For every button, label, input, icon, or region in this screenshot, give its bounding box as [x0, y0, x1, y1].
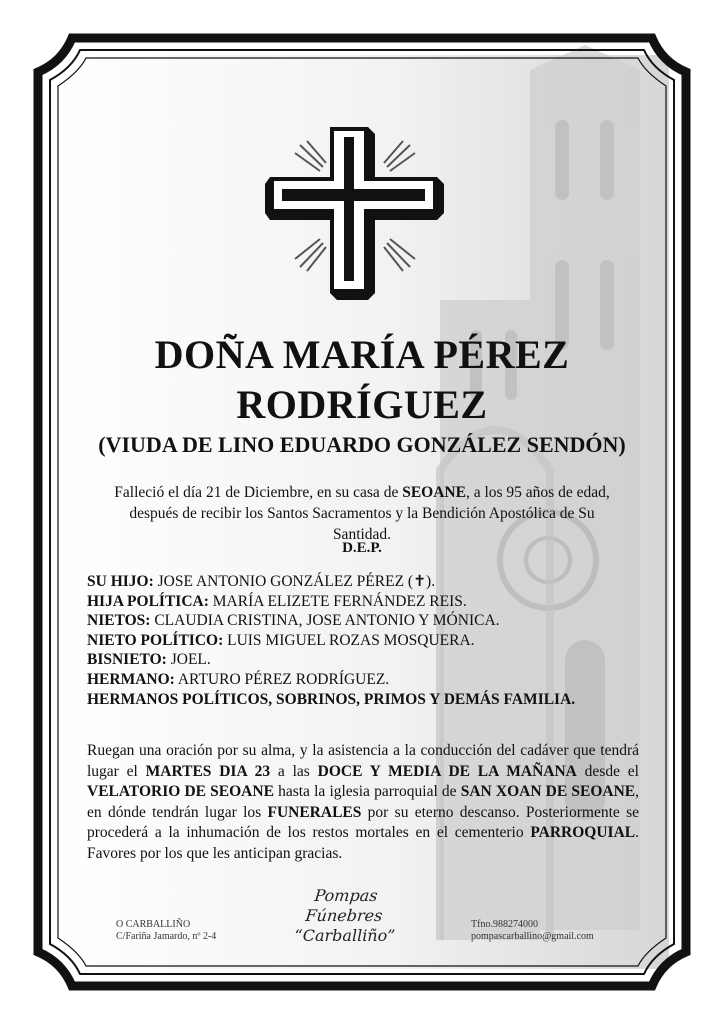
notice-date: MARTES DIA 23: [145, 762, 271, 780]
family-relation: SU HIJO:: [87, 573, 154, 590]
dep-heading: D.E.P.: [342, 540, 382, 556]
notice-text: Ruegan una oración por su alma, y la asistencia a la conducción del cadáver que tendrá lugar el: [87, 742, 639, 780]
footer-town: O CARBALLIÑO: [116, 919, 191, 930]
family-row: [87, 670, 647, 690]
family-row: [87, 592, 647, 612]
footer-phone: Tfno.988274000: [471, 919, 538, 930]
family-relation: HERMANOS POLÍTICOS, SOBRINOS, PRIMOS Y DEMÁS FAMILIA.: [87, 690, 576, 708]
notice-time: DOCE Y MEDIA DE LA MAÑANA: [317, 762, 577, 780]
family-members: LUIS MIGUEL ROZAS MOSQUERA.: [223, 631, 475, 649]
logo-line1: Pompas Fúnebres: [304, 886, 384, 925]
footer-street: C/Fariña Jamardo, nº 2-4: [116, 931, 217, 942]
death-announcement-text: [100, 482, 624, 545]
notice-text: hasta la iglesia parroquial de: [273, 783, 461, 801]
family-relation: NIETOS:: [87, 612, 151, 630]
notice-text: a las: [270, 762, 318, 780]
notice-text: . Favores por los que les anticipan gracias.: [87, 824, 639, 862]
notice-wake-location: VELATORIO DE SEOANE: [87, 783, 274, 801]
family-members: JOEL.: [166, 651, 211, 669]
family-list: [87, 572, 647, 709]
funeral-home-logo: [282, 886, 408, 946]
footer-email: pompascarballino@gmail.com: [471, 931, 594, 942]
notice-church: SAN XOAN DE SEOANE: [460, 783, 636, 801]
intro-text-1: Falleció el día 21 de Diciembre, en su casa de: [114, 484, 403, 501]
family-row: [87, 631, 647, 651]
intro-place: SEOANE: [402, 484, 466, 501]
family-row: [87, 650, 647, 670]
notice-cemetery: PARROQUIAL: [530, 824, 636, 842]
family-row: [87, 611, 647, 631]
footer-contact: [471, 919, 594, 943]
family-members: ARTURO PÉREZ RODRÍGUEZ.: [174, 670, 390, 688]
family-members: JOSE ANTONIO GONZÁLEZ PÉREZ (✝).: [153, 573, 436, 590]
widow-of-line: (VIUDA DE LINO EDUARDO GONZÁLEZ SENDÓN): [98, 432, 626, 457]
footer-address: [116, 919, 216, 943]
deceased-name-line2: RODRÍGUEZ: [236, 382, 488, 427]
family-relation: BISNIETO:: [87, 651, 167, 669]
family-members: CLAUDIA CRISTINA, JOSE ANTONIO Y MÓNICA.: [150, 612, 500, 630]
family-relation: HERMANO:: [87, 670, 175, 688]
family-row: [87, 690, 647, 710]
notice-text: desde el: [576, 762, 639, 780]
funeral-notice-text: [87, 741, 639, 865]
notice-text: por su eterno descanso. Posteriormente se procederá a la inhumación de los restos mortales en el cementerio: [87, 803, 639, 842]
deceased-name-line1: DOÑA MARÍA PÉREZ: [154, 332, 570, 377]
intro-text-2: , a los 95 años de edad, después de recibir los Santos Sacramentos y la Bendición Apostólica de Su Santidad.: [129, 484, 610, 543]
family-relation: HIJA POLÍTICA:: [87, 592, 209, 610]
notice-funerals: FUNERALES: [267, 803, 362, 821]
cross-icon: [265, 115, 445, 300]
family-members: MARÍA ELIZETE FERNÁNDEZ REIS.: [208, 592, 467, 610]
family-relation: NIETO POLÍTICO:: [87, 631, 224, 649]
logo-line2: “Carballiño”: [294, 926, 396, 945]
family-row: [87, 572, 647, 592]
notice-text: , en dónde tendrán lugar los: [87, 783, 639, 821]
